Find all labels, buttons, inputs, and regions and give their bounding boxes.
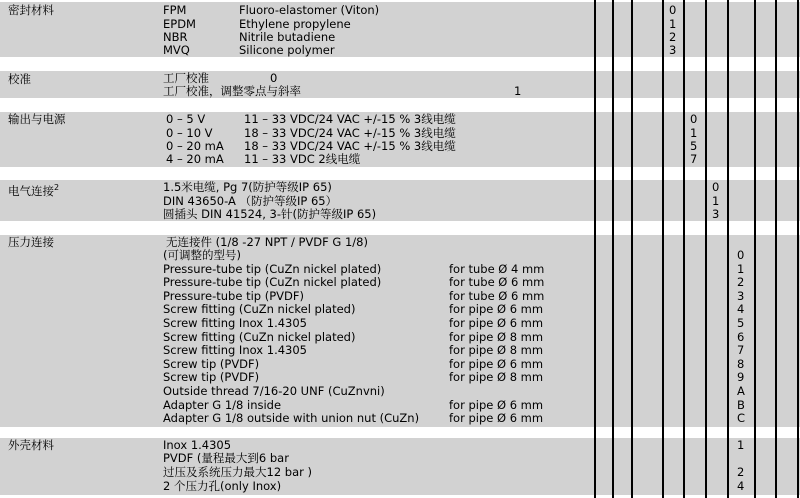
housing-value: 1 [737, 438, 745, 452]
grid-line [631, 0, 633, 498]
seal-desc: Ethylene propylene [239, 17, 351, 31]
pressure-pipe: for pipe Ø 6 mm [449, 411, 544, 425]
electrical-desc: DIN 43650-A （防护等级IP 65） [163, 194, 338, 208]
pressure-value: 7 [737, 343, 745, 357]
output-supply: 11 – 33 VDC 2线电缆 [244, 152, 361, 166]
seal-code: MVQ [163, 43, 190, 57]
pressure-pipe: for pipe Ø 6 mm [449, 302, 544, 316]
calibration-desc: 工厂校准 [163, 71, 209, 85]
row-band [0, 180, 800, 221]
electrical-value: 3 [712, 207, 720, 221]
pressure-pipe: for tube Ø 4 mm [449, 262, 545, 276]
output-range: 0 – 10 V [166, 126, 213, 140]
pressure-desc: Screw fitting (CuZn nickel plated) [163, 330, 356, 344]
pressure-desc: Adapter G 1/8 outside with union nut (CuZn) [163, 411, 420, 425]
output-range: 0 – 20 mA [166, 139, 224, 153]
output-range: 4 – 20 mA [166, 152, 224, 166]
grid-line [797, 0, 799, 498]
section-title-pressure: 压力连接 [8, 235, 54, 249]
pressure-desc: (可调整的型号) [163, 248, 241, 262]
pressure-desc: Pressure-tube tip (CuZn nickel plated) [163, 262, 382, 276]
pressure-desc: Adapter G 1/8 inside [163, 398, 282, 412]
pressure-desc: Screw fitting Inox 1.4305 [163, 343, 307, 357]
pressure-value: C [737, 411, 746, 425]
footnote-marker: 2 [54, 183, 60, 192]
electrical-desc: 1.5米电缆, Pg 7(防护等级IP 65) [163, 180, 332, 194]
row-band [0, 235, 800, 427]
pressure-desc: Pressure-tube tip (PVDF) [163, 289, 304, 303]
pressure-value: 6 [737, 330, 745, 344]
output-value: 5 [690, 139, 698, 153]
seal-desc: Nitrile butadiene [239, 30, 336, 44]
grid-line [662, 0, 664, 498]
pressure-desc: Screw fitting (CuZn nickel plated) [163, 302, 356, 316]
output-value: 0 [690, 112, 698, 126]
grid-line [705, 0, 707, 498]
pressure-pipe: for pipe Ø 8 mm [449, 370, 544, 384]
seal-value: 3 [669, 43, 677, 57]
calibration-desc: 工厂校准，调整零点与斜率 [163, 84, 301, 98]
pressure-value: 5 [737, 316, 745, 330]
electrical-value: 1 [712, 194, 720, 208]
pressure-value: 9 [737, 370, 745, 384]
seal-code: FPM [163, 3, 187, 17]
housing-desc: 过压及系统压力最大12 bar ) [163, 465, 313, 479]
pressure-pipe: for pipe Ø 6 mm [449, 357, 544, 371]
housing-value: 2 [737, 465, 745, 479]
seal-desc: Silicone polymer [239, 43, 335, 57]
pressure-desc: Outside thread 7/16-20 UNF (CuZnvni) [163, 384, 385, 398]
section-title-housing: 外壳材料 [8, 438, 54, 452]
seal-value: 0 [669, 3, 677, 17]
seal-code: NBR [163, 30, 188, 44]
pressure-value: A [737, 384, 745, 398]
pressure-value: 3 [737, 289, 745, 303]
electrical-value: 0 [712, 180, 720, 194]
pressure-pipe: for pipe Ø 6 mm [449, 398, 544, 412]
pressure-pipe: for pipe Ø 8 mm [449, 330, 544, 344]
grid-line [594, 0, 596, 498]
section-title-electrical [8, 181, 59, 198]
output-range: 0 – 5 V [166, 112, 206, 126]
output-value: 7 [690, 152, 698, 166]
grid-line [775, 0, 777, 498]
seal-value: 1 [669, 17, 677, 31]
output-supply: 11 – 33 VDC/24 VAC +/-15 % 3线电缆 [244, 112, 456, 126]
pressure-value: 0 [737, 248, 745, 262]
pressure-value: 1 [737, 262, 745, 276]
output-supply: 18 – 33 VDC/24 VAC +/-15 % 3线电缆 [244, 126, 456, 140]
pressure-desc: Screw tip (PVDF) [163, 357, 260, 371]
row-band [0, 2, 800, 57]
calibration-value: 0 [270, 71, 278, 85]
pressure-pipe: for pipe Ø 8 mm [449, 343, 544, 357]
section-title-calibration: 校准 [8, 72, 31, 86]
housing-value: 4 [737, 479, 745, 493]
calibration-value: 1 [514, 84, 522, 98]
housing-desc: PVDF (量程最大到6 bar [163, 451, 289, 465]
output-supply: 18 – 33 VDC/24 VAC +/-15 % 3线电缆 [244, 139, 456, 153]
row-band [0, 438, 800, 495]
pressure-desc: 无连接件 (1/8 -27 NPT / PVDF G 1/8) [166, 235, 368, 249]
pressure-desc: Screw tip (PVDF) [163, 370, 260, 384]
pressure-desc: Screw fitting Inox 1.4305 [163, 316, 307, 330]
section-title-seal: 密封材料 [8, 3, 54, 17]
output-value: 1 [690, 126, 698, 140]
housing-desc: 2 个压力孔(only Inox) [163, 479, 282, 493]
housing-desc: Inox 1.4305 [163, 438, 232, 452]
grid-line [727, 0, 729, 498]
row-band [0, 71, 800, 98]
section-title-electrical-text: 电气连接 [8, 183, 54, 198]
pressure-value: 8 [737, 357, 745, 371]
pressure-value: 2 [737, 275, 745, 289]
grid-line [683, 0, 685, 498]
seal-code: EPDM [163, 17, 196, 31]
pressure-value: 4 [737, 302, 745, 316]
grid-line [612, 0, 614, 498]
pressure-pipe: for tube Ø 6 mm [449, 275, 545, 289]
pressure-value: B [737, 398, 745, 412]
pressure-pipe: for tube Ø 6 mm [449, 289, 545, 303]
section-title-output: 输出与电源 [8, 112, 66, 126]
seal-desc: Fluoro-elastomer (Viton) [239, 3, 380, 17]
grid-line [754, 0, 756, 498]
pressure-pipe: for pipe Ø 6 mm [449, 316, 544, 330]
seal-value: 2 [669, 30, 677, 44]
electrical-desc: 圆插头 DIN 41524, 3-针(防护等级IP 65) [163, 207, 377, 221]
pressure-desc: Pressure-tube tip (CuZn nickel plated) [163, 275, 382, 289]
